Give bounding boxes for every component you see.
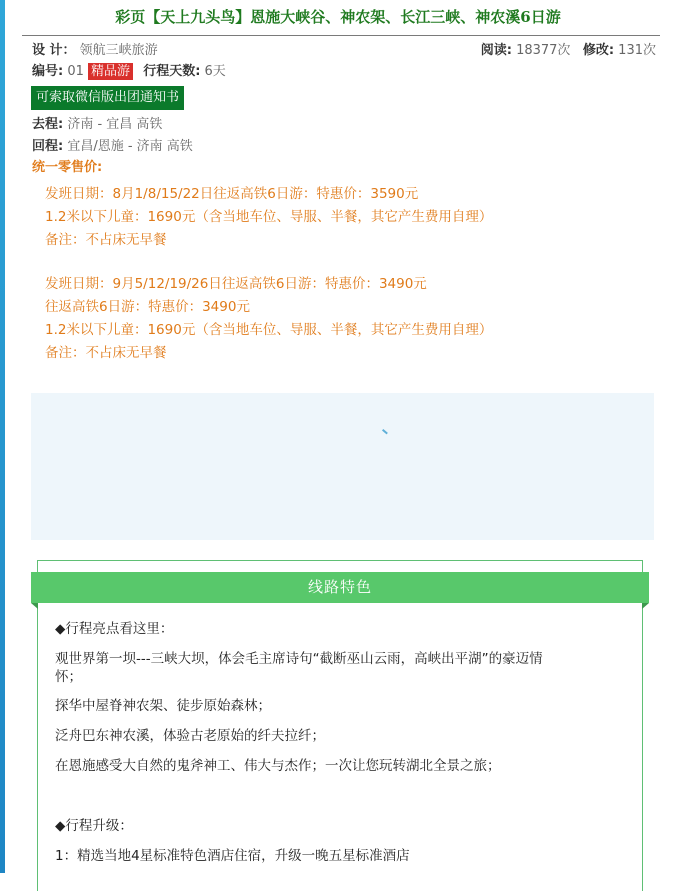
price-heading: 统一零售价: — [32, 160, 103, 175]
price-group1-line: 发班日期：8月1/8/15/22日往返高铁6日游：特惠价：3590元 — [45, 186, 419, 202]
design-row — [32, 41, 158, 61]
highlights-heading: ◆行程亮点看这里： — [55, 621, 174, 637]
price-group2-line: 1.2米以下儿童：1690元（含当地车位、导服、半餐，其它产生费用自理） — [45, 322, 493, 338]
page-title: 彩页【天上九头鸟】恩施大峡谷、神农架、长江三峡、神农溪6日游 — [115, 8, 561, 26]
wechat-notice-button[interactable]: 可索取微信版出团通知书 — [31, 86, 184, 110]
return-row — [32, 137, 193, 157]
edit-label: 修改: — [582, 43, 615, 58]
ribbon-fold-left — [31, 603, 38, 609]
code-label: 编号: — [32, 64, 64, 79]
price-group2-line: 发班日期：9月5/12/19/26日往返高铁6日游：特惠价：3490元 — [45, 276, 427, 292]
price-group2-line: 备注：不占床无早餐 — [45, 345, 167, 361]
outbound-row — [32, 115, 162, 135]
highlight-line: 怀； — [55, 669, 82, 685]
price-group2-line: 往返高铁6日游：特惠价：3490元 — [45, 299, 250, 315]
price-group1-line: 1.2米以下儿童：1690元（含当地车位、导服、半餐，其它产生费用自理） — [45, 209, 493, 225]
read-label: 阅读: — [480, 43, 512, 58]
return-value: 宜昌/恩施 - 济南 高铁 — [67, 139, 193, 154]
left-edge-stripe — [0, 0, 5, 873]
highlight-line: 观世界第一坝---三峡大坝，体会毛主席诗句“截断巫山云雨，高峡出平湖”的豪迈情 — [55, 651, 543, 667]
highlight-line: 泛舟巴东神农溪，体验古老原始的纤夫拉纤； — [55, 728, 325, 744]
edit-count: 131次 — [618, 43, 656, 58]
upgrade-line: 1：精选当地4星标准特色酒店住宿，升级一晚五星标准酒店 — [55, 848, 410, 864]
code-value: 01 — [67, 64, 84, 79]
outbound-value: 济南 - 宜昌 高铁 — [67, 117, 163, 132]
highlight-line: 探华中屋脊神农架、徒步原始森林； — [55, 698, 271, 714]
highlight-line: 在恩施感受大自然的鬼斧神工、伟大与杰作；一次让您玩转湖北全景之旅； — [55, 758, 501, 774]
loading-spinner-icon — [378, 429, 388, 439]
stats-row — [481, 41, 656, 61]
feature-ribbon-title: 线路特色 — [31, 572, 649, 603]
return-label: 回程: — [32, 139, 64, 154]
ribbon-fold-right — [642, 603, 649, 609]
premium-badge: 精品游 — [88, 63, 133, 80]
read-count: 18377次 — [516, 43, 571, 58]
title-divider — [22, 35, 660, 36]
outbound-label: 去程: — [32, 117, 64, 132]
design-value: 领航三峡旅游 — [79, 43, 158, 58]
design-label: 设 计： — [32, 43, 76, 58]
upgrade-heading: ◆行程升级： — [55, 818, 133, 834]
media-placeholder — [31, 393, 654, 540]
price-group1-line: 备注：不占床无早餐 — [45, 232, 167, 248]
days-label: 行程天数: — [143, 64, 201, 79]
days-value: 6天 — [204, 64, 226, 79]
code-row — [32, 62, 226, 82]
